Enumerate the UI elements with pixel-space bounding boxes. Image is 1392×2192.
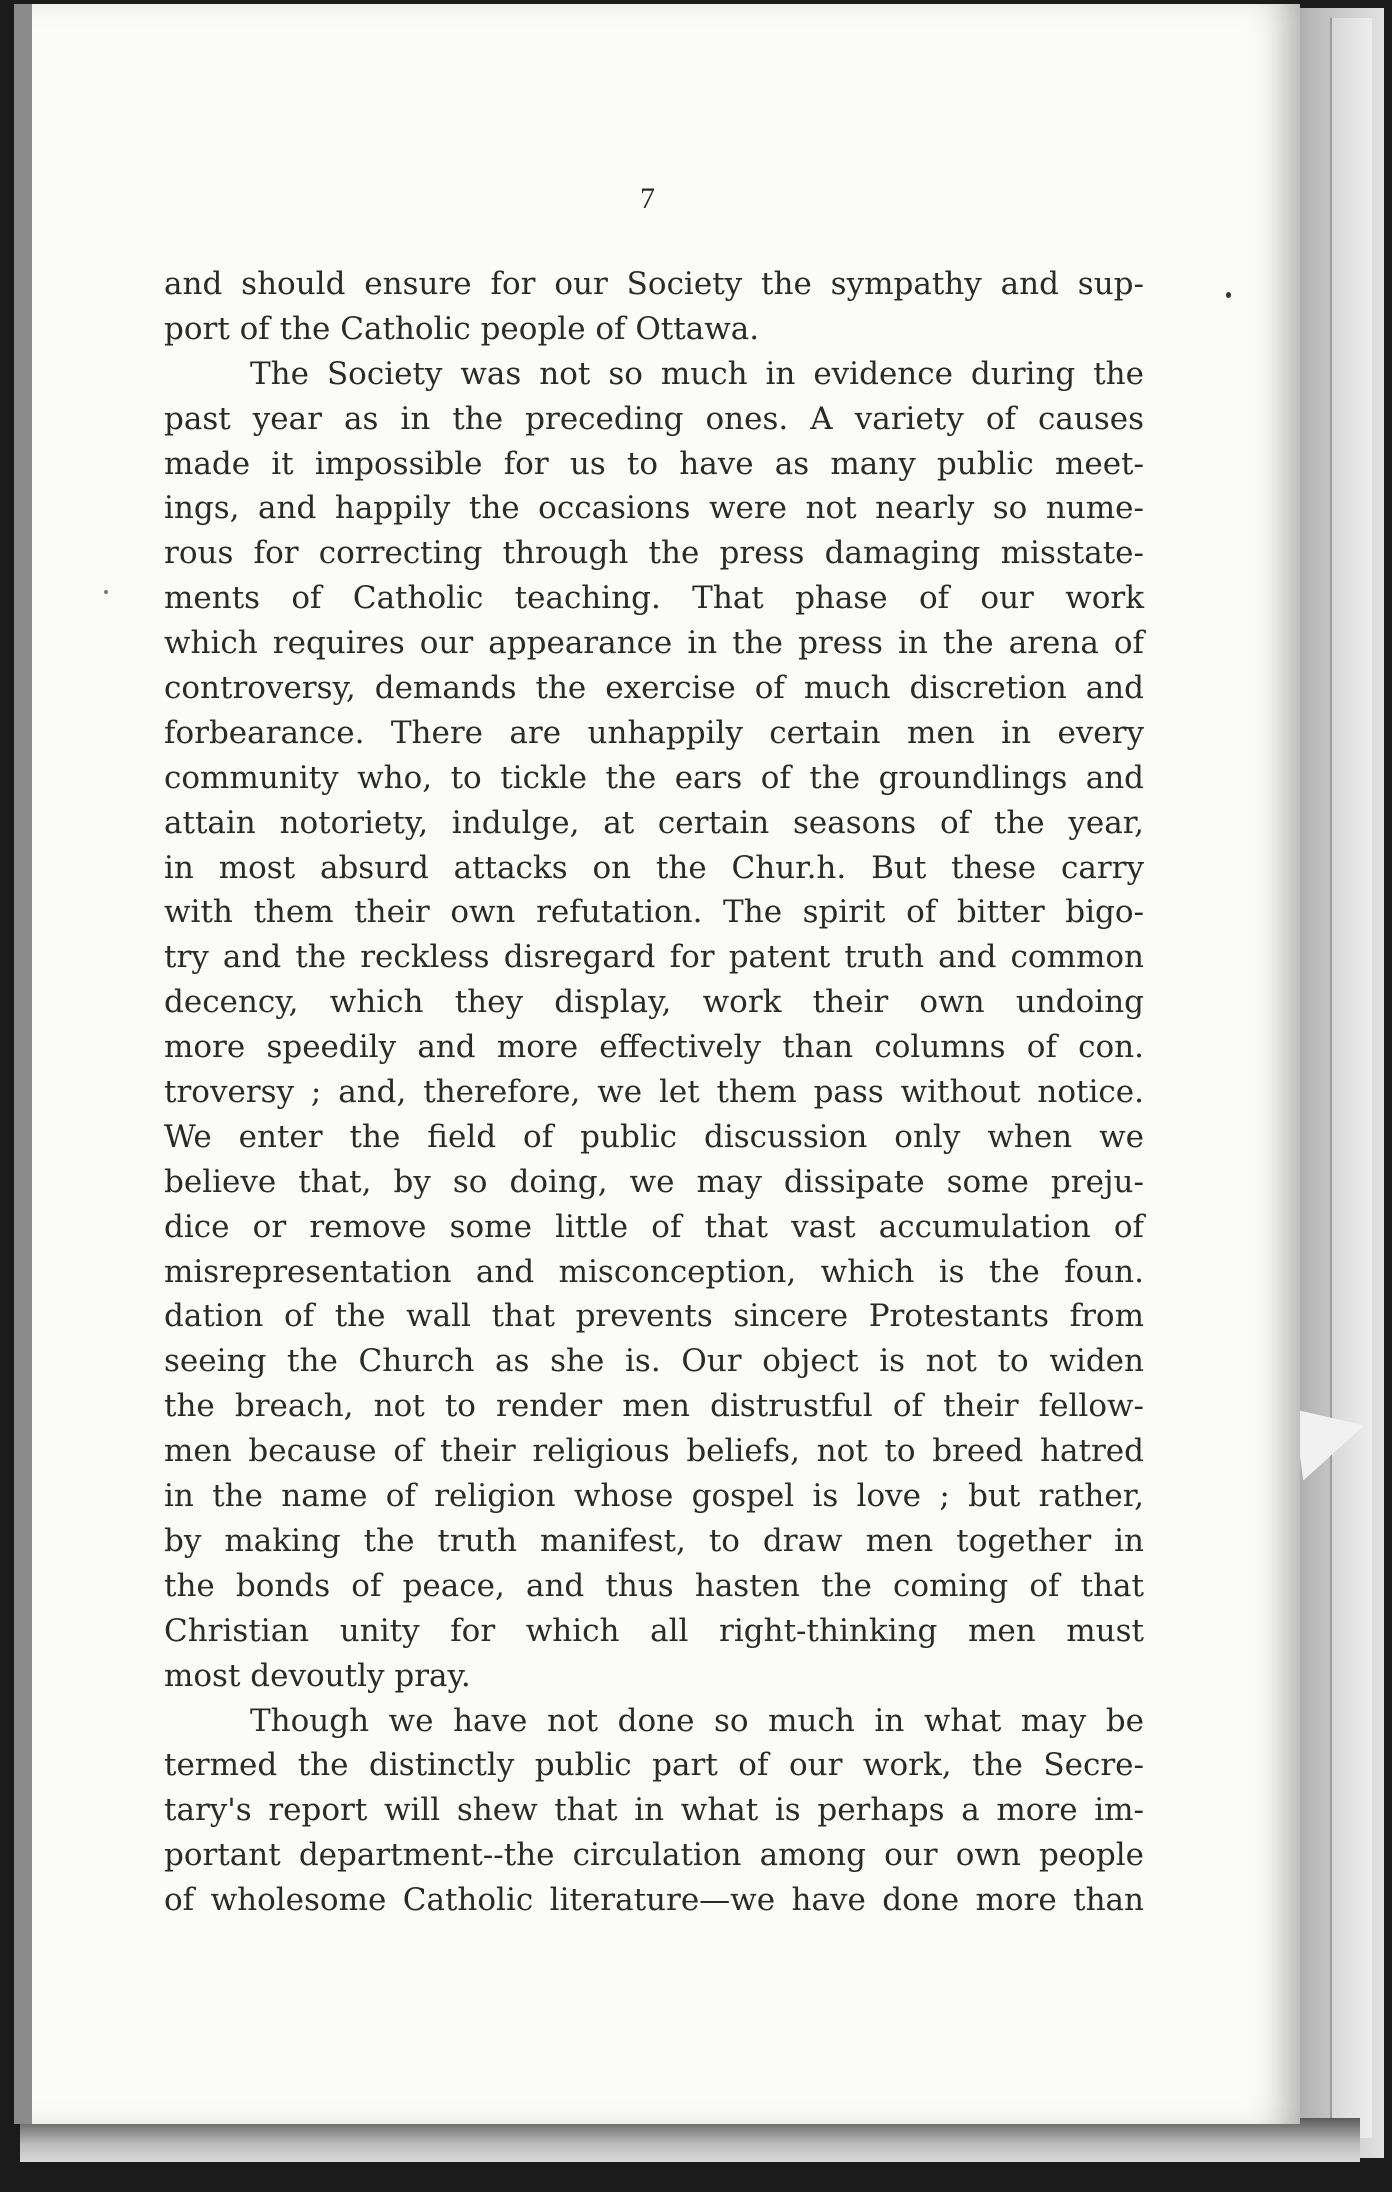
text-line: attain notoriety, indulge, at certain seasons of the year, [164, 804, 1144, 841]
page-number: 7 [640, 182, 655, 215]
text-line: community who, to tickle the ears of the groundlings and [164, 759, 1144, 796]
text-line: Though we have not done so much in what may be [250, 1702, 1144, 1739]
text-line: the breach, not to render men distrustful of their fellow- [164, 1388, 1144, 1425]
text-line: try and the reckless disregard for patent truth and common [164, 939, 1144, 976]
back-page-edge-outer [1330, 18, 1372, 2138]
text-line: port of the Catholic people of Ottawa. [164, 310, 760, 347]
text-line: misrepresentation and misconception, which is the foun. [164, 1253, 1144, 1290]
text-line: ments of Catholic teaching. That phase of our work [164, 580, 1144, 617]
text-line: dation of the wall that prevents sincere Protestants from [164, 1298, 1144, 1335]
text-line: made it impossible for us to have as many public meet- [164, 445, 1144, 482]
text-line: forbearance. There are unhappily certain men in every [164, 714, 1144, 751]
ink-speck [104, 590, 108, 594]
text-line: believe that, by so doing, we may dissipate some preju- [164, 1163, 1144, 1200]
text-line: of wholesome Catholic literature—we have done more than [164, 1882, 1144, 1919]
text-line: tary's report will shew that in what is perhaps a more im- [164, 1792, 1144, 1829]
text-line: in most absurd attacks on the Chur.h. But these carry [164, 849, 1144, 886]
text-line: decency, which they display, work their own undoing [164, 984, 1144, 1021]
book-page [14, 4, 1300, 2124]
text-line: past year as in the preceding ones. A variety of causes [164, 400, 1144, 437]
text-line: troversy ; and, therefore, we let them pass without notice. [164, 1074, 1144, 1111]
text-line: rous for correcting through the press damaging misstate- [164, 535, 1144, 572]
text-line: by making the truth manifest, to draw men together in [164, 1522, 1144, 1559]
text-line: ings, and happily the occasions were not nearly so nume- [164, 490, 1144, 527]
text-line: portant department--the circulation among our own people [164, 1837, 1144, 1874]
ink-speck [1226, 292, 1231, 298]
text-line: Christian unity for which all right-thinking men must [164, 1612, 1144, 1649]
text-line: seeing the Church as she is. Our object is not to widen [164, 1343, 1144, 1380]
text-line: men because of their religious beliefs, not to breed hatred [164, 1433, 1144, 1470]
text-line: in the name of religion whose gospel is love ; but rather, [164, 1478, 1144, 1515]
text-line: the bonds of peace, and thus hasten the coming of that [164, 1567, 1144, 1604]
body-text [164, 262, 1144, 1923]
text-line: controversy, demands the exercise of much discretion and [164, 670, 1144, 707]
torn-paper-mark [1293, 1400, 1370, 1481]
text-line: The Society was not so much in evidence during the [250, 355, 1144, 392]
page-bottom-edge [20, 2118, 1360, 2162]
text-line: more speedily and more effectively than columns of con. [164, 1029, 1144, 1066]
text-line: which requires our appearance in the press in the arena of [164, 625, 1144, 662]
text-line: most devoutly pray. [164, 1657, 471, 1694]
text-line: dice or remove some little of that vast accumulation of [164, 1208, 1144, 1245]
text-line: We enter the field of public discussion only when we [164, 1118, 1144, 1155]
text-line: with them their own refutation. The spirit of bitter bigo- [164, 894, 1144, 931]
text-line: and should ensure for our Society the sympathy and sup- [164, 266, 1144, 302]
text-line: termed the distinctly public part of our work, the Secre- [164, 1747, 1144, 1784]
